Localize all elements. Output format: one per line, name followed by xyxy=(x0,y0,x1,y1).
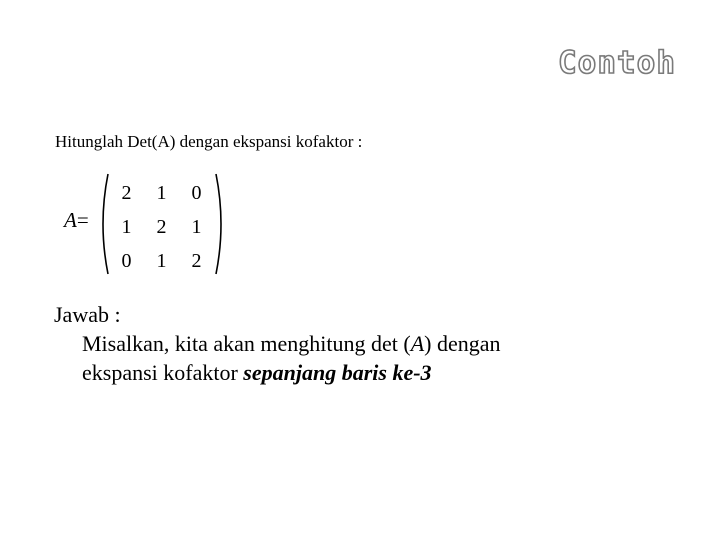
matrix-name: A xyxy=(64,208,77,232)
matrix-cell-2-3: 1 xyxy=(191,216,202,238)
matrix-cell-1-1: 2 xyxy=(121,182,132,204)
right-parenthesis xyxy=(214,172,228,276)
matrix-cell-2-1: 1 xyxy=(121,216,132,238)
answer-line1-close-paren: ) xyxy=(424,331,432,356)
matrix-grid xyxy=(109,176,214,278)
matrix-cell-2-2: 2 xyxy=(156,216,167,238)
equals-sign: = xyxy=(76,208,89,232)
slide-title: Contoh xyxy=(558,45,676,81)
answer-line1-arg: A xyxy=(410,331,425,356)
matrix-lhs xyxy=(64,210,89,231)
answer-body xyxy=(54,329,654,387)
matrix-cell-1-2: 1 xyxy=(156,182,167,204)
matrix-equation xyxy=(60,172,230,276)
left-parenthesis xyxy=(96,172,110,276)
instruction-text: Hitunglah Det(A) dengan ekspansi kofaktor : xyxy=(55,132,363,151)
answer-heading: Jawab : xyxy=(54,302,121,327)
answer-line1-prefix: Misalkan, kita akan menghitung det xyxy=(82,331,404,356)
answer-line2-prefix: ekspansi kofaktor xyxy=(82,360,244,385)
matrix-cell-3-2: 1 xyxy=(156,250,167,272)
answer-line1-open-paren: ( xyxy=(403,331,411,356)
answer-section xyxy=(54,300,654,387)
matrix-cell-1-3: 0 xyxy=(191,182,202,204)
matrix-cell-3-1: 0 xyxy=(121,250,132,272)
answer-line2-emphasis: sepanjang baris ke-3 xyxy=(243,360,432,385)
matrix-cell-3-3: 2 xyxy=(191,250,202,272)
answer-line1-suffix: dengan xyxy=(431,331,501,356)
